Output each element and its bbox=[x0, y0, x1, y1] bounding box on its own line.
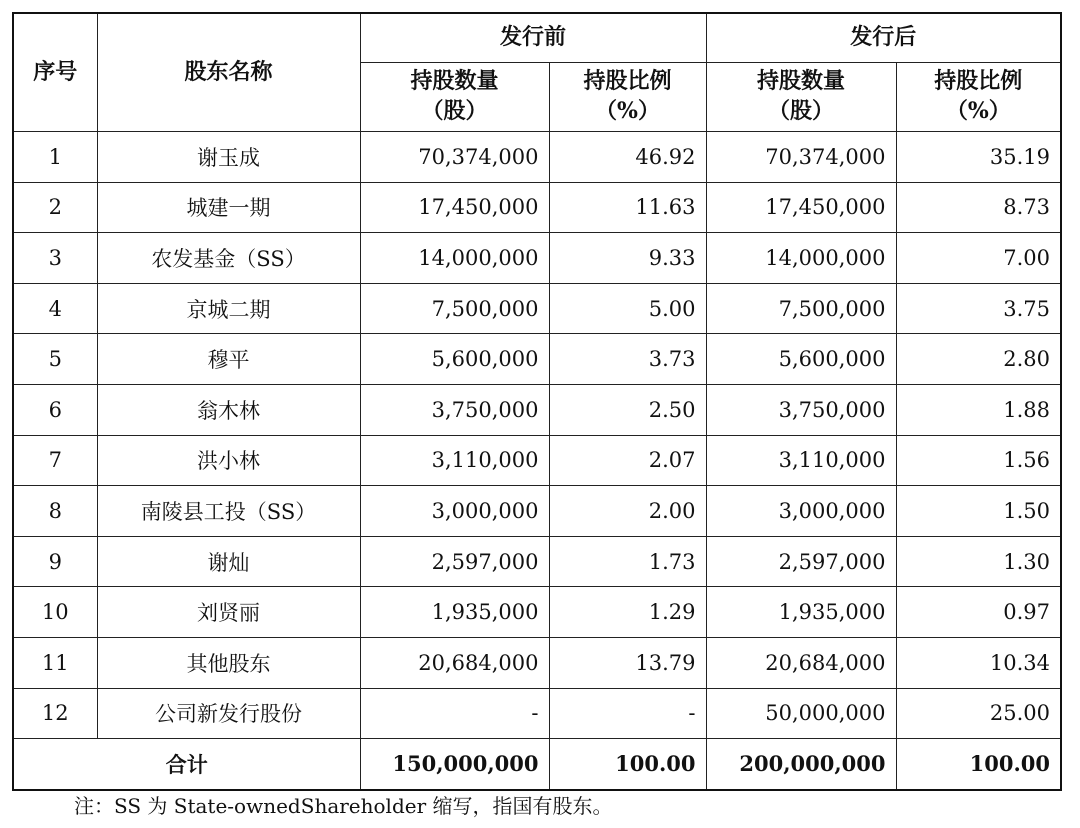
cell-pre-ratio: 1.29 bbox=[549, 587, 706, 638]
cell-pre-shares: 5,600,000 bbox=[360, 334, 549, 385]
table-row bbox=[13, 486, 1061, 537]
table-row bbox=[13, 283, 1061, 334]
header-pre-shares-line1: 持股数量 bbox=[410, 68, 499, 95]
cell-post-shares: 7,500,000 bbox=[706, 283, 896, 334]
cell-index: 1 bbox=[13, 132, 97, 183]
cell-post-ratio: 35.19 bbox=[896, 132, 1061, 183]
cell-shareholder-name: 穆平 bbox=[97, 334, 360, 385]
cell-shareholder-name: 南陵县工投（SS） bbox=[97, 486, 360, 537]
header-before-issuance: 发行前 bbox=[360, 13, 706, 63]
cell-index: 9 bbox=[13, 536, 97, 587]
cell-index: 5 bbox=[13, 334, 97, 385]
header-post-shares-line2: （股） bbox=[768, 98, 835, 124]
cell-index: 2 bbox=[13, 182, 97, 233]
header-post-shares-line1: 持股数量 bbox=[757, 68, 846, 95]
cell-index: 10 bbox=[13, 587, 97, 638]
cell-post-ratio: 1.56 bbox=[896, 435, 1061, 486]
total-pre-ratio: 100.00 bbox=[549, 739, 706, 790]
cell-shareholder-name: 洪小林 bbox=[97, 435, 360, 486]
cell-shareholder-name: 翁木林 bbox=[97, 384, 360, 435]
cell-shareholder-name: 京城二期 bbox=[97, 283, 360, 334]
cell-post-ratio: 8.73 bbox=[896, 182, 1061, 233]
header-index: 序号 bbox=[13, 13, 97, 132]
cell-index: 6 bbox=[13, 384, 97, 435]
cell-index: 7 bbox=[13, 435, 97, 486]
table-row bbox=[13, 334, 1061, 385]
table-row bbox=[13, 637, 1061, 688]
cell-index: 11 bbox=[13, 637, 97, 688]
cell-post-shares: 20,684,000 bbox=[706, 637, 896, 688]
cell-shareholder-name: 刘贤丽 bbox=[97, 587, 360, 638]
cell-pre-ratio: 1.73 bbox=[549, 536, 706, 587]
table-row bbox=[13, 688, 1061, 739]
table-row bbox=[13, 182, 1061, 233]
cell-post-shares: 70,374,000 bbox=[706, 132, 896, 183]
header-pre-ratio-line1: 持股比例 bbox=[583, 68, 672, 95]
cell-index: 8 bbox=[13, 486, 97, 537]
cell-post-ratio: 2.80 bbox=[896, 334, 1061, 385]
header-pre-shares bbox=[360, 63, 549, 132]
cell-index: 12 bbox=[13, 688, 97, 739]
table-row bbox=[13, 536, 1061, 587]
cell-pre-ratio: 9.33 bbox=[549, 233, 706, 284]
shareholding-table bbox=[12, 12, 1062, 791]
cell-pre-ratio: 11.63 bbox=[549, 182, 706, 233]
cell-pre-shares: 3,110,000 bbox=[360, 435, 549, 486]
cell-shareholder-name: 公司新发行股份 bbox=[97, 688, 360, 739]
total-post-ratio: 100.00 bbox=[896, 739, 1061, 790]
cell-pre-shares: - bbox=[360, 688, 549, 739]
cell-post-shares: 5,600,000 bbox=[706, 334, 896, 385]
total-row bbox=[13, 739, 1061, 790]
cell-pre-shares: 7,500,000 bbox=[360, 283, 549, 334]
cell-pre-ratio: 2.00 bbox=[549, 486, 706, 537]
cell-pre-shares: 2,597,000 bbox=[360, 536, 549, 587]
cell-shareholder-name: 谢灿 bbox=[97, 536, 360, 587]
cell-post-ratio: 1.50 bbox=[896, 486, 1061, 537]
cell-pre-shares: 14,000,000 bbox=[360, 233, 549, 284]
cell-index: 4 bbox=[13, 283, 97, 334]
table-body bbox=[13, 132, 1061, 739]
cell-post-shares: 14,000,000 bbox=[706, 233, 896, 284]
cell-pre-ratio: 2.50 bbox=[549, 384, 706, 435]
header-pre-ratio bbox=[549, 63, 706, 132]
cell-post-shares: 3,750,000 bbox=[706, 384, 896, 435]
cell-post-ratio: 25.00 bbox=[896, 688, 1061, 739]
total-post-shares: 200,000,000 bbox=[706, 739, 896, 790]
cell-pre-ratio: 2.07 bbox=[549, 435, 706, 486]
table-row bbox=[13, 132, 1061, 183]
table-row bbox=[13, 587, 1061, 638]
table-row bbox=[13, 435, 1061, 486]
cell-pre-shares: 3,750,000 bbox=[360, 384, 549, 435]
cell-shareholder-name: 其他股东 bbox=[97, 637, 360, 688]
total-pre-shares: 150,000,000 bbox=[360, 739, 549, 790]
header-name: 股东名称 bbox=[97, 13, 360, 132]
header-post-ratio bbox=[896, 63, 1061, 132]
cell-post-shares: 50,000,000 bbox=[706, 688, 896, 739]
header-post-ratio-line1: 持股比例 bbox=[934, 68, 1023, 95]
cell-post-shares: 3,110,000 bbox=[706, 435, 896, 486]
cell-post-ratio: 1.30 bbox=[896, 536, 1061, 587]
cell-post-ratio: 1.88 bbox=[896, 384, 1061, 435]
cell-pre-ratio: 3.73 bbox=[549, 334, 706, 385]
total-label: 合计 bbox=[13, 739, 360, 790]
cell-post-shares: 1,935,000 bbox=[706, 587, 896, 638]
cell-pre-shares: 70,374,000 bbox=[360, 132, 549, 183]
footnote: 注：SS 为 State-ownedShareholder 缩写，指国有股东。 bbox=[74, 794, 613, 818]
cell-pre-ratio: - bbox=[549, 688, 706, 739]
header-after-issuance: 发行后 bbox=[706, 13, 1061, 63]
cell-pre-shares: 1,935,000 bbox=[360, 587, 549, 638]
cell-pre-shares: 17,450,000 bbox=[360, 182, 549, 233]
cell-post-shares: 3,000,000 bbox=[706, 486, 896, 537]
cell-index: 3 bbox=[13, 233, 97, 284]
cell-shareholder-name: 农发基金（SS） bbox=[97, 233, 360, 284]
cell-post-shares: 17,450,000 bbox=[706, 182, 896, 233]
cell-post-ratio: 0.97 bbox=[896, 587, 1061, 638]
cell-post-ratio: 7.00 bbox=[896, 233, 1061, 284]
table-row bbox=[13, 233, 1061, 284]
table-row bbox=[13, 384, 1061, 435]
header-pre-shares-line2: （股） bbox=[421, 98, 488, 124]
header-post-ratio-line2: （%） bbox=[945, 98, 1011, 124]
cell-pre-ratio: 13.79 bbox=[549, 637, 706, 688]
header-pre-ratio-line2: （%） bbox=[595, 98, 660, 124]
cell-post-ratio: 3.75 bbox=[896, 283, 1061, 334]
header-post-shares bbox=[706, 63, 896, 132]
cell-post-shares: 2,597,000 bbox=[706, 536, 896, 587]
cell-shareholder-name: 城建一期 bbox=[97, 182, 360, 233]
cell-shareholder-name: 谢玉成 bbox=[97, 132, 360, 183]
cell-pre-shares: 3,000,000 bbox=[360, 486, 549, 537]
cell-pre-shares: 20,684,000 bbox=[360, 637, 549, 688]
cell-pre-ratio: 46.92 bbox=[549, 132, 706, 183]
cell-pre-ratio: 5.00 bbox=[549, 283, 706, 334]
cell-post-ratio: 10.34 bbox=[896, 637, 1061, 688]
